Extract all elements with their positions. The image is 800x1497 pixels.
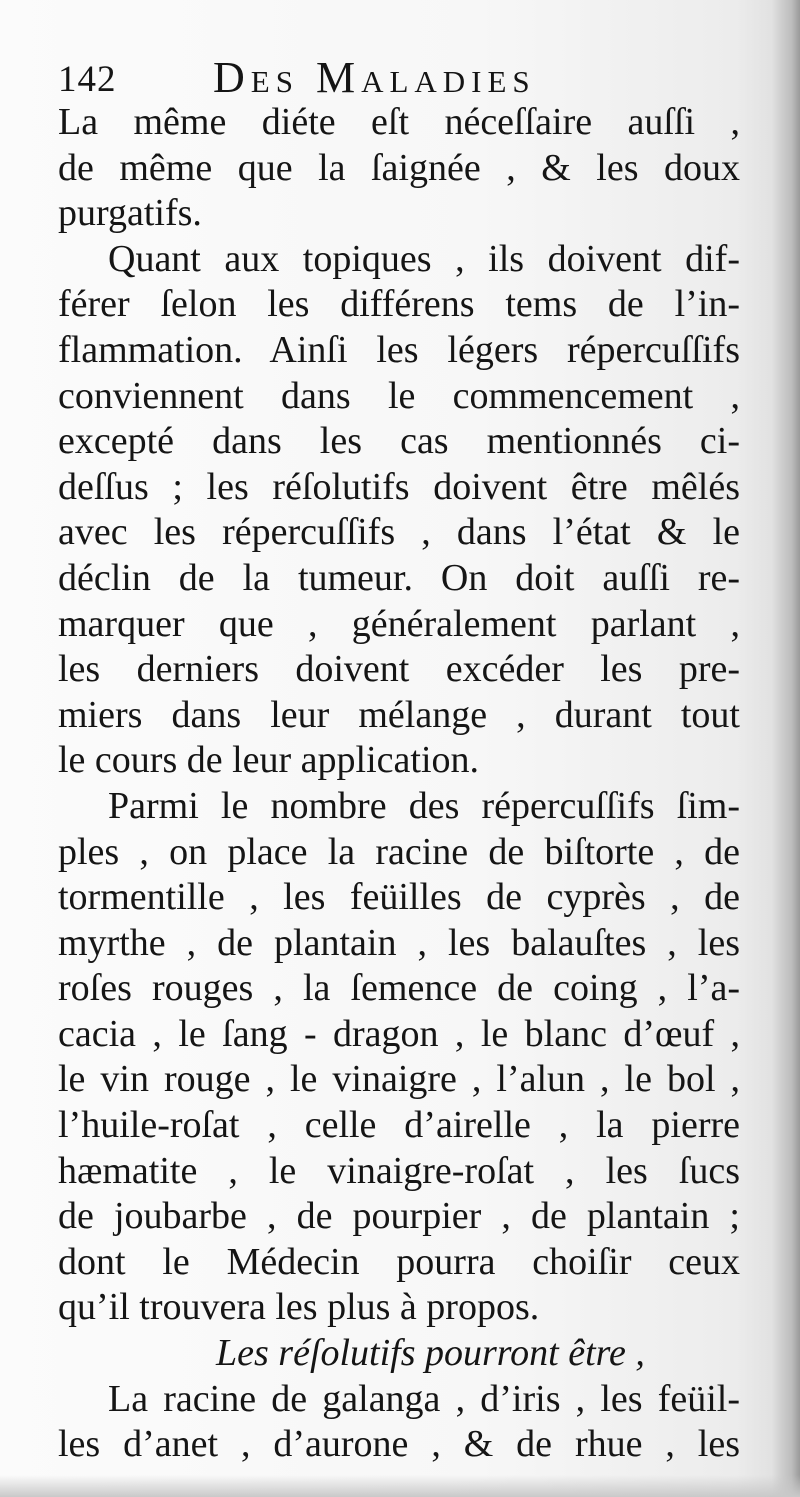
text-line: tormentille , les feüilles de cyprès , de [58,876,740,919]
text-line: de joubarbe , de pourpier , de plantain ; [58,1195,740,1238]
text-line: deſſus ; les réſolutifs doivent être mêlés [58,465,740,508]
text-line: roſes rouges , la ſemence de coing , l’a- [58,967,740,1010]
text-line: marquer que , généralement parlant , [58,602,740,645]
text-line: qu’il trouvera les plus à propos. [58,1286,540,1329]
text-line: le cours de leur application. [58,739,480,782]
running-head-title: Des Maladies [213,53,536,102]
text-line: flammation. Ainſi les légers répercuſſifs [58,328,740,371]
running-head [58,52,748,102]
text-line: hæmatite , le vinaigre-roſat , les ſucs [58,1149,740,1192]
text-line: férer ſelon les différens tems de l’in- [58,283,740,326]
text-line: La même diéte eſt néceſſaire auſſi , [58,101,740,143]
page-number: 142 [58,59,117,100]
text-line: excepté dans les cas mentionnés ci- [58,420,740,463]
text-line: de même que la ſaignée , & les doux [58,146,740,189]
text-line: La racine de galanga , d’iris , les feüil- [108,1377,740,1420]
page-bottom-shadow [0,1475,800,1497]
text-line: Quant aux topiques , ils doivent dif- [108,237,740,280]
text-line: les d’anet , d’aurone , & de rhue , les [58,1423,740,1466]
text-line: Parmi le nombre des répercuſſifs ſim- [108,784,740,827]
text-line: miers dans leur mélange , durant tout [58,693,740,736]
text-line: le vin rouge , le vinaigre , l’alun , le bol , [58,1058,740,1101]
text-line: purgatifs. [58,192,202,235]
text-line: dont le Médecin pourra choiſir ceux [58,1240,740,1283]
text-line: conviennent dans le commencement , [58,374,740,417]
text-line: les derniers doivent excéder les pre- [58,648,740,691]
text-line: avec les répercuſſifs , dans l’état & le [58,511,740,554]
italic-rubric: Les réſolutifs pourront être , [216,1332,645,1375]
text-line: l’huile-roſat , celle d’airelle , la pierre [58,1104,740,1147]
text-line: ples , on place la racine de biſtorte , de [58,830,740,873]
page-gutter-shadow [772,0,800,1497]
text-line: cacia , le ſang - dragon , le blanc d’œuf , [58,1012,740,1055]
text-line: déclin de la tumeur. On doit auſſi re- [58,556,740,599]
text-line: myrthe , de plantain , les balauſtes , les [58,921,740,964]
body-text [58,100,740,1468]
